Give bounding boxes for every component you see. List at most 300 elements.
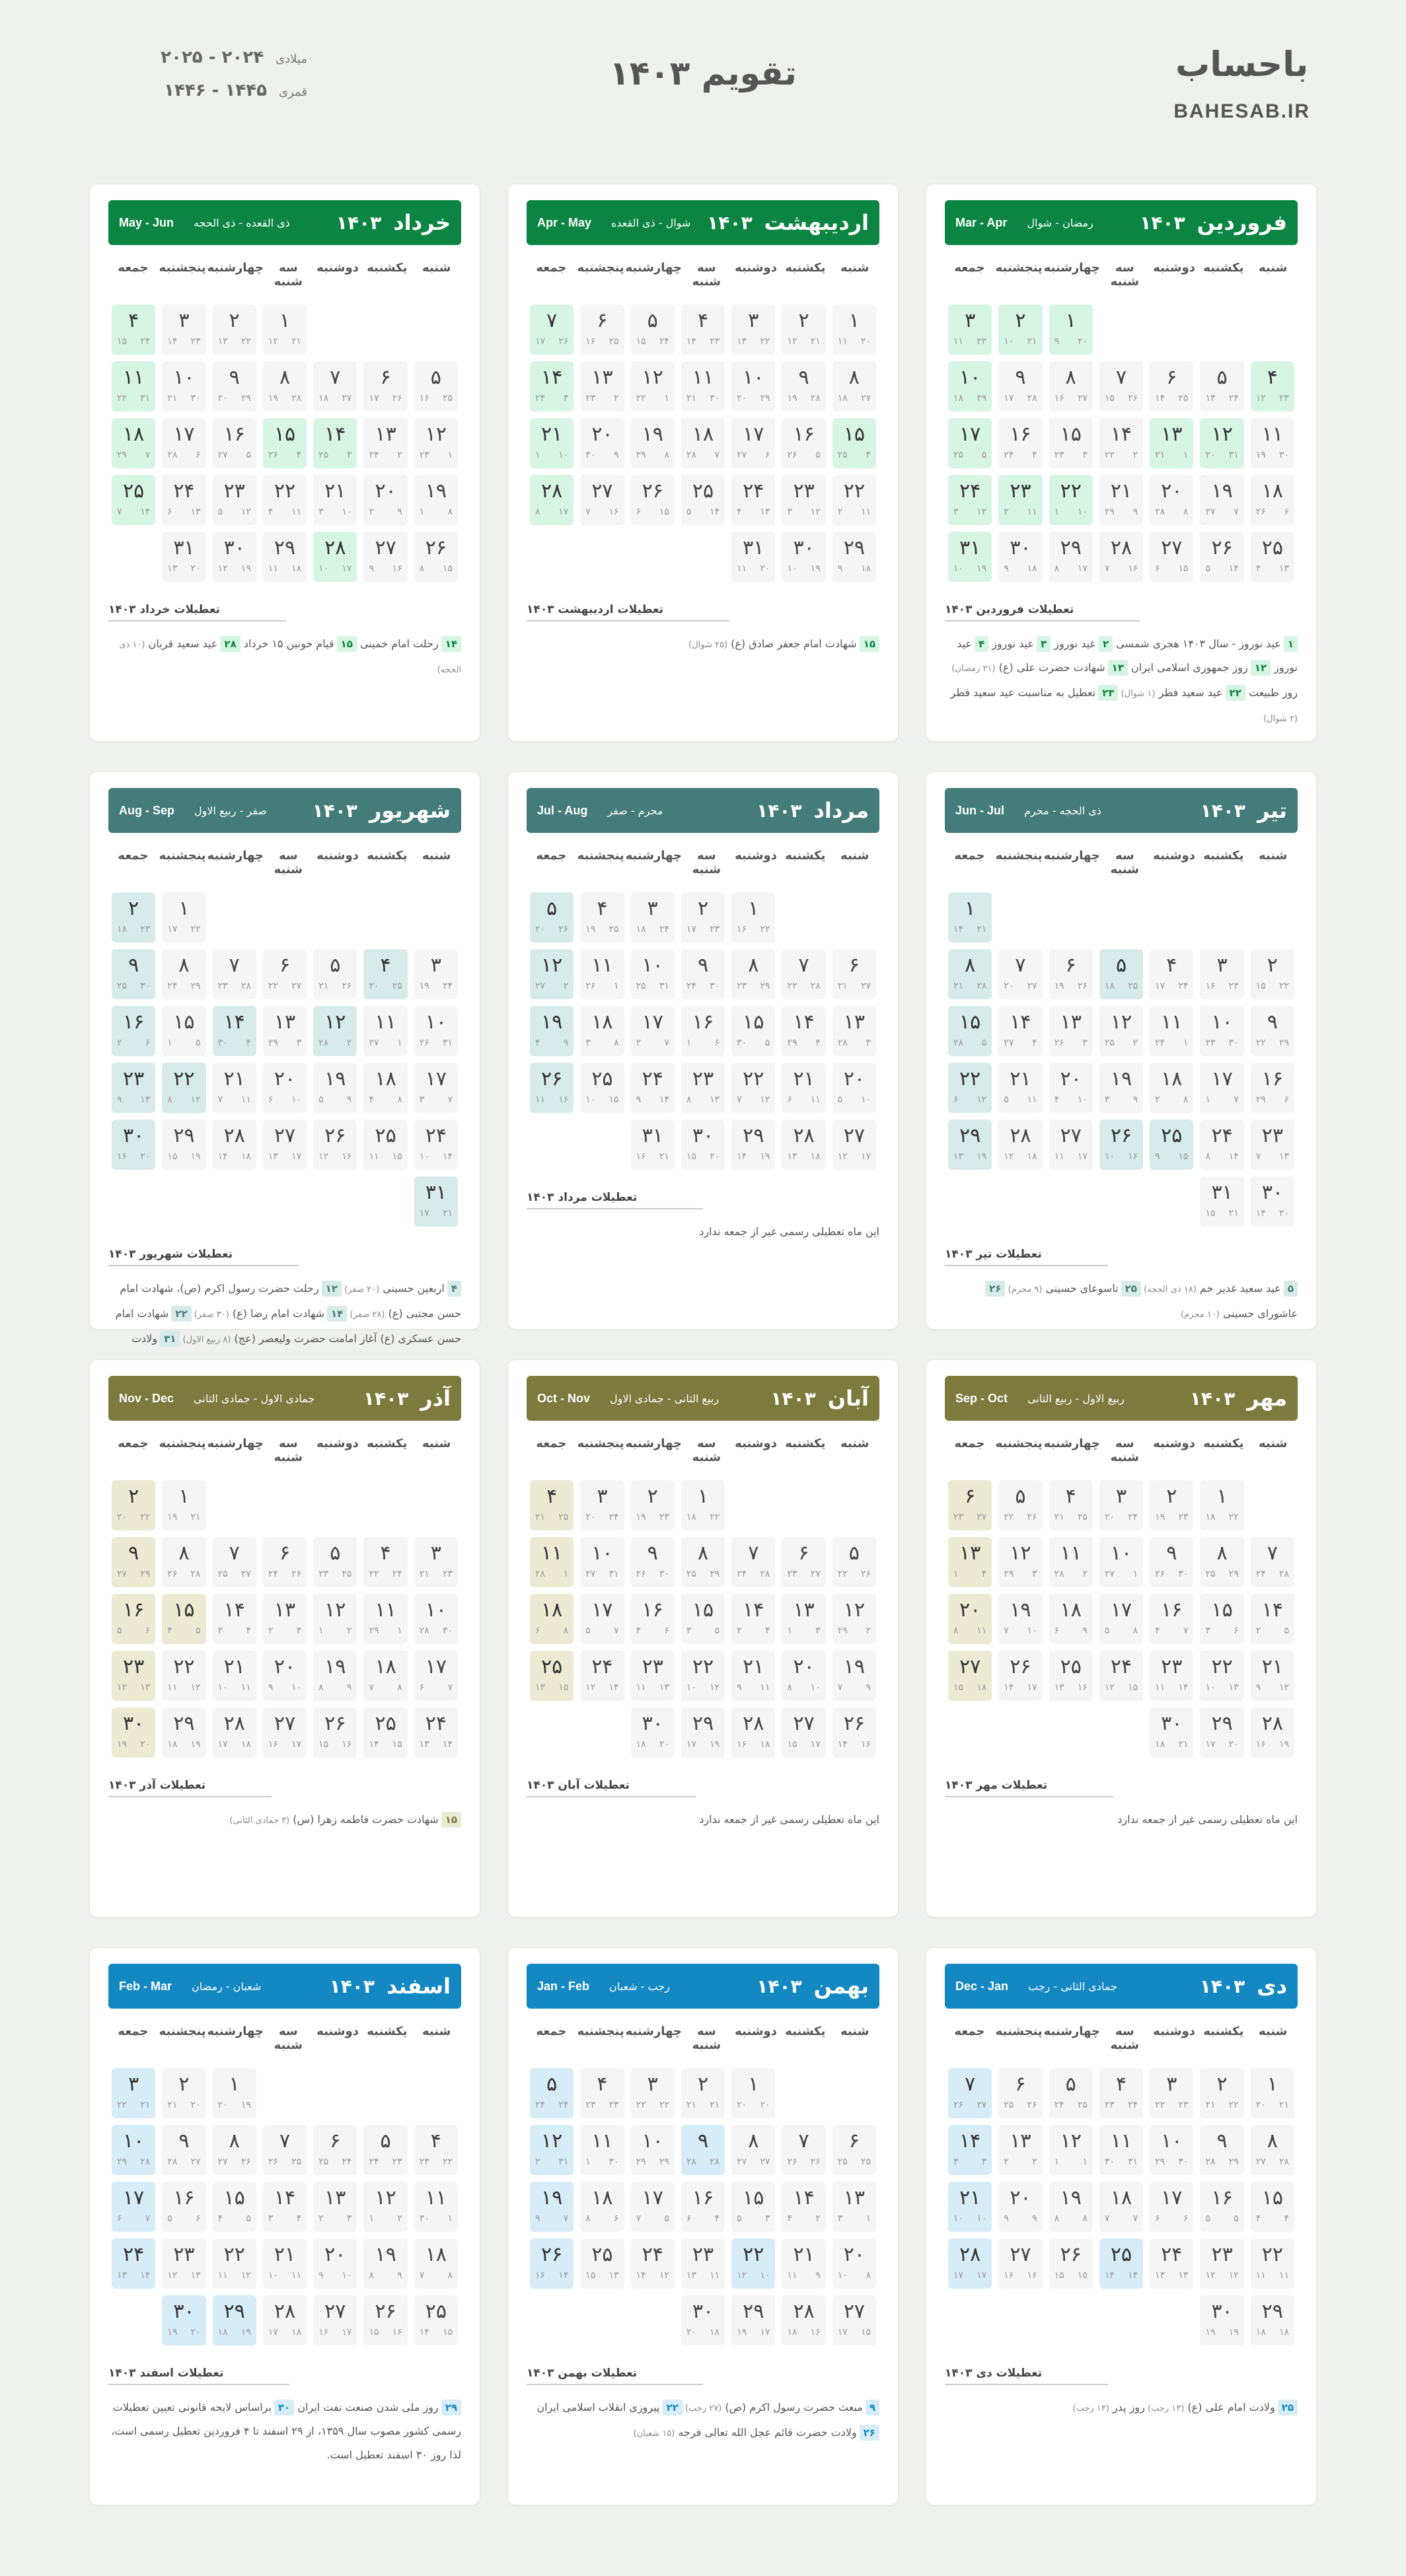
day-cell[interactable] — [414, 418, 458, 468]
day-cell[interactable] — [1099, 1537, 1143, 1587]
holiday-day-cell[interactable] — [213, 2295, 256, 2345]
day-cell[interactable] — [1099, 532, 1143, 582]
day-cell[interactable] — [731, 1120, 775, 1170]
day-cell[interactable] — [162, 1480, 205, 1530]
day-cell[interactable] — [731, 1594, 775, 1644]
day-cell[interactable] — [631, 2125, 675, 2175]
day-cell[interactable] — [1200, 2238, 1243, 2289]
day-cell[interactable] — [631, 949, 675, 999]
day-cell[interactable] — [731, 304, 775, 355]
day-cell[interactable] — [363, 2125, 407, 2175]
day-cell[interactable] — [1150, 1537, 1193, 1587]
day-cell[interactable] — [1049, 1006, 1093, 1056]
day-cell[interactable] — [998, 1594, 1042, 1644]
day-cell[interactable] — [681, 2238, 725, 2289]
day-cell[interactable] — [832, 1120, 876, 1170]
day-cell[interactable] — [363, 1063, 407, 1113]
day-cell[interactable] — [1200, 1120, 1243, 1170]
day-cell[interactable] — [1251, 532, 1294, 582]
day-cell[interactable] — [1200, 1537, 1243, 1587]
day-cell[interactable] — [832, 2295, 876, 2345]
day-cell[interactable] — [1200, 949, 1243, 999]
day-cell[interactable] — [313, 2182, 357, 2232]
day-cell[interactable] — [213, 475, 256, 525]
day-cell[interactable] — [1200, 1176, 1243, 1227]
day-cell[interactable] — [580, 949, 624, 999]
day-cell[interactable] — [782, 2238, 825, 2289]
day-cell[interactable] — [731, 1707, 775, 1758]
day-cell[interactable] — [162, 361, 205, 411]
day-cell[interactable] — [580, 1594, 624, 1644]
holiday-day-cell[interactable] — [1099, 2238, 1143, 2289]
day-cell[interactable] — [313, 1707, 357, 1758]
day-cell[interactable] — [731, 418, 775, 468]
day-cell[interactable] — [1200, 532, 1243, 582]
day-cell[interactable] — [1049, 361, 1093, 411]
day-cell[interactable] — [998, 1651, 1042, 1701]
holiday-day-cell[interactable] — [998, 304, 1042, 355]
holiday-day-cell[interactable] — [530, 1594, 574, 1644]
holiday-day-cell[interactable] — [530, 1537, 574, 1587]
day-cell[interactable] — [1200, 2068, 1243, 2118]
day-cell[interactable] — [213, 532, 256, 582]
day-cell[interactable] — [313, 1120, 357, 1170]
day-cell[interactable] — [162, 1537, 205, 1587]
day-cell[interactable] — [313, 2238, 357, 2289]
day-cell[interactable] — [782, 1120, 825, 1170]
day-cell[interactable] — [998, 1063, 1042, 1113]
day-cell[interactable] — [162, 532, 205, 582]
day-cell[interactable] — [263, 475, 307, 525]
day-cell[interactable] — [213, 2182, 256, 2232]
day-cell[interactable] — [580, 2182, 624, 2232]
day-cell[interactable] — [1251, 1594, 1294, 1644]
day-cell[interactable] — [832, 1707, 876, 1758]
day-cell[interactable] — [1099, 1006, 1143, 1056]
day-cell[interactable] — [1150, 1063, 1193, 1113]
day-cell[interactable] — [1099, 2182, 1143, 2232]
day-cell[interactable] — [782, 475, 825, 525]
holiday-day-cell[interactable] — [112, 1594, 155, 1644]
day-cell[interactable] — [1200, 1707, 1243, 1758]
day-cell[interactable] — [631, 1707, 675, 1758]
holiday-day-cell[interactable] — [1150, 418, 1193, 468]
day-cell[interactable] — [731, 2068, 775, 2118]
holiday-day-cell[interactable] — [1099, 949, 1143, 999]
day-cell[interactable] — [1049, 1480, 1093, 1530]
day-cell[interactable] — [1200, 1063, 1243, 1113]
day-cell[interactable] — [363, 1537, 407, 1587]
day-cell[interactable] — [363, 418, 407, 468]
day-cell[interactable] — [1251, 949, 1294, 999]
day-cell[interactable] — [162, 2182, 205, 2232]
day-cell[interactable] — [832, 1537, 876, 1587]
holiday-day-cell[interactable] — [313, 532, 357, 582]
day-cell[interactable] — [1251, 1176, 1294, 1227]
day-cell[interactable] — [580, 1651, 624, 1701]
day-cell[interactable] — [832, 2238, 876, 2289]
day-cell[interactable] — [580, 304, 624, 355]
day-cell[interactable] — [998, 1480, 1042, 1530]
day-cell[interactable] — [782, 304, 825, 355]
day-cell[interactable] — [731, 2125, 775, 2175]
holiday-day-cell[interactable] — [530, 1063, 574, 1113]
holiday-day-cell[interactable] — [530, 475, 574, 525]
day-cell[interactable] — [313, 475, 357, 525]
day-cell[interactable] — [213, 1063, 256, 1113]
brand-site[interactable]: BAHESAB.IR — [1173, 100, 1310, 122]
day-cell[interactable] — [998, 1537, 1042, 1587]
day-cell[interactable] — [313, 949, 357, 999]
day-cell[interactable] — [213, 1537, 256, 1587]
day-cell[interactable] — [631, 418, 675, 468]
day-cell[interactable] — [1049, 2182, 1093, 2232]
day-cell[interactable] — [1150, 1594, 1193, 1644]
day-cell[interactable] — [631, 1537, 675, 1587]
day-cell[interactable] — [832, 949, 876, 999]
holiday-day-cell[interactable] — [948, 2068, 992, 2118]
day-cell[interactable] — [414, 1594, 458, 1644]
holiday-day-cell[interactable] — [948, 1594, 992, 1644]
holiday-day-cell[interactable] — [112, 2125, 155, 2175]
day-cell[interactable] — [1150, 475, 1193, 525]
day-cell[interactable] — [1200, 1480, 1243, 1530]
day-cell[interactable] — [213, 2238, 256, 2289]
day-cell[interactable] — [263, 2182, 307, 2232]
day-cell[interactable] — [263, 532, 307, 582]
holiday-day-cell[interactable] — [948, 1651, 992, 1701]
day-cell[interactable] — [782, 1651, 825, 1701]
holiday-day-cell[interactable] — [112, 1651, 155, 1701]
day-cell[interactable] — [313, 1537, 357, 1587]
day-cell[interactable] — [363, 2238, 407, 2289]
day-cell[interactable] — [631, 1480, 675, 1530]
day-cell[interactable] — [1251, 1651, 1294, 1701]
day-cell[interactable] — [1150, 1707, 1193, 1758]
day-cell[interactable] — [1150, 361, 1193, 411]
day-cell[interactable] — [1049, 949, 1093, 999]
day-cell[interactable] — [213, 304, 256, 355]
day-cell[interactable] — [681, 1063, 725, 1113]
day-cell[interactable] — [782, 418, 825, 468]
holiday-day-cell[interactable] — [530, 2068, 574, 2118]
day-cell[interactable] — [162, 1120, 205, 1170]
day-cell[interactable] — [631, 1594, 675, 1644]
day-cell[interactable] — [1251, 2068, 1294, 2118]
day-cell[interactable] — [162, 418, 205, 468]
day-cell[interactable] — [263, 1707, 307, 1758]
day-cell[interactable] — [681, 475, 725, 525]
day-cell[interactable] — [731, 2182, 775, 2232]
day-cell[interactable] — [631, 304, 675, 355]
day-cell[interactable] — [414, 1707, 458, 1758]
day-cell[interactable] — [414, 1120, 458, 1170]
holiday-day-cell[interactable] — [112, 2182, 155, 2232]
day-cell[interactable] — [1251, 1120, 1294, 1170]
day-cell[interactable] — [263, 1120, 307, 1170]
day-cell[interactable] — [681, 949, 725, 999]
day-cell[interactable] — [162, 1707, 205, 1758]
day-cell[interactable] — [580, 361, 624, 411]
day-cell[interactable] — [213, 1594, 256, 1644]
holiday-day-cell[interactable] — [530, 1006, 574, 1056]
day-cell[interactable] — [363, 1707, 407, 1758]
holiday-day-cell[interactable] — [313, 1006, 357, 1056]
holiday-day-cell[interactable] — [213, 1006, 256, 1056]
holiday-day-cell[interactable] — [112, 1480, 155, 1530]
holiday-day-cell[interactable] — [112, 1063, 155, 1113]
holiday-day-cell[interactable] — [948, 1006, 992, 1056]
holiday-day-cell[interactable] — [1099, 1120, 1143, 1170]
day-cell[interactable] — [313, 1594, 357, 1644]
day-cell[interactable] — [782, 2182, 825, 2232]
day-cell[interactable] — [1200, 361, 1243, 411]
day-cell[interactable] — [998, 1120, 1042, 1170]
holiday-day-cell[interactable] — [1049, 304, 1093, 355]
holiday-day-cell[interactable] — [530, 2238, 574, 2289]
holiday-day-cell[interactable] — [948, 532, 992, 582]
day-cell[interactable] — [1099, 1594, 1143, 1644]
day-cell[interactable] — [414, 2295, 458, 2345]
holiday-day-cell[interactable] — [162, 2295, 205, 2345]
holiday-day-cell[interactable] — [530, 1480, 574, 1530]
holiday-day-cell[interactable] — [948, 1537, 992, 1587]
day-cell[interactable] — [998, 1006, 1042, 1056]
day-cell[interactable] — [998, 2125, 1042, 2175]
day-cell[interactable] — [782, 532, 825, 582]
day-cell[interactable] — [832, 304, 876, 355]
holiday-day-cell[interactable] — [948, 2238, 992, 2289]
day-cell[interactable] — [580, 1063, 624, 1113]
day-cell[interactable] — [681, 304, 725, 355]
day-cell[interactable] — [832, 475, 876, 525]
day-cell[interactable] — [363, 475, 407, 525]
day-cell[interactable] — [1049, 1120, 1093, 1170]
holiday-day-cell[interactable] — [948, 2125, 992, 2175]
day-cell[interactable] — [1049, 1594, 1093, 1644]
day-cell[interactable] — [1049, 1651, 1093, 1701]
day-cell[interactable] — [414, 532, 458, 582]
day-cell[interactable] — [414, 1537, 458, 1587]
day-cell[interactable] — [832, 1594, 876, 1644]
holiday-day-cell[interactable] — [948, 949, 992, 999]
holiday-day-cell[interactable] — [112, 1120, 155, 1170]
holiday-day-cell[interactable] — [112, 2068, 155, 2118]
day-cell[interactable] — [782, 1594, 825, 1644]
day-cell[interactable] — [363, 361, 407, 411]
day-cell[interactable] — [263, 1063, 307, 1113]
day-cell[interactable] — [363, 1120, 407, 1170]
day-cell[interactable] — [731, 1063, 775, 1113]
day-cell[interactable] — [1150, 2238, 1193, 2289]
day-cell[interactable] — [1099, 2068, 1143, 2118]
day-cell[interactable] — [631, 2238, 675, 2289]
day-cell[interactable] — [782, 2295, 825, 2345]
day-cell[interactable] — [681, 2295, 725, 2345]
day-cell[interactable] — [1200, 1594, 1243, 1644]
day-cell[interactable] — [1150, 1006, 1193, 1056]
holiday-day-cell[interactable] — [112, 1537, 155, 1587]
day-cell[interactable] — [1251, 475, 1294, 525]
day-cell[interactable] — [580, 1480, 624, 1530]
holiday-day-cell[interactable] — [948, 1480, 992, 1530]
day-cell[interactable] — [731, 1537, 775, 1587]
day-cell[interactable] — [414, 361, 458, 411]
day-cell[interactable] — [162, 2125, 205, 2175]
day-cell[interactable] — [681, 1537, 725, 1587]
day-cell[interactable] — [162, 892, 205, 943]
day-cell[interactable] — [681, 2182, 725, 2232]
day-cell[interactable] — [998, 418, 1042, 468]
day-cell[interactable] — [1150, 1651, 1193, 1701]
day-cell[interactable] — [580, 892, 624, 943]
day-cell[interactable] — [1251, 1063, 1294, 1113]
day-cell[interactable] — [731, 1006, 775, 1056]
day-cell[interactable] — [162, 2238, 205, 2289]
day-cell[interactable] — [731, 892, 775, 943]
day-cell[interactable] — [162, 1006, 205, 1056]
day-cell[interactable] — [1200, 475, 1243, 525]
day-cell[interactable] — [263, 304, 307, 355]
day-cell[interactable] — [631, 2068, 675, 2118]
day-cell[interactable] — [1099, 1480, 1143, 1530]
day-cell[interactable] — [631, 1651, 675, 1701]
holiday-day-cell[interactable] — [948, 2182, 992, 2232]
day-cell[interactable] — [213, 361, 256, 411]
day-cell[interactable] — [1150, 2182, 1193, 2232]
holiday-day-cell[interactable] — [681, 2125, 725, 2175]
day-cell[interactable] — [832, 2182, 876, 2232]
day-cell[interactable] — [782, 1707, 825, 1758]
day-cell[interactable] — [782, 2125, 825, 2175]
day-cell[interactable] — [414, 2238, 458, 2289]
day-cell[interactable] — [1099, 361, 1143, 411]
holiday-day-cell[interactable] — [1251, 361, 1294, 411]
day-cell[interactable] — [263, 1006, 307, 1056]
day-cell[interactable] — [1049, 532, 1093, 582]
holiday-day-cell[interactable] — [112, 1707, 155, 1758]
day-cell[interactable] — [162, 304, 205, 355]
day-cell[interactable] — [832, 1006, 876, 1056]
day-cell[interactable] — [213, 949, 256, 999]
day-cell[interactable] — [162, 2068, 205, 2118]
day-cell[interactable] — [1049, 1537, 1093, 1587]
day-cell[interactable] — [414, 1651, 458, 1701]
day-cell[interactable] — [998, 2238, 1042, 2289]
day-cell[interactable] — [1251, 1006, 1294, 1056]
day-cell[interactable] — [681, 892, 725, 943]
day-cell[interactable] — [998, 532, 1042, 582]
day-cell[interactable] — [313, 361, 357, 411]
day-cell[interactable] — [998, 949, 1042, 999]
day-cell[interactable] — [1049, 2068, 1093, 2118]
day-cell[interactable] — [263, 361, 307, 411]
holiday-day-cell[interactable] — [112, 475, 155, 525]
day-cell[interactable] — [731, 949, 775, 999]
day-cell[interactable] — [731, 475, 775, 525]
holiday-day-cell[interactable] — [948, 304, 992, 355]
day-cell[interactable] — [1200, 2295, 1243, 2345]
day-cell[interactable] — [363, 532, 407, 582]
day-cell[interactable] — [363, 2295, 407, 2345]
day-cell[interactable] — [631, 361, 675, 411]
holiday-day-cell[interactable] — [1150, 1120, 1193, 1170]
day-cell[interactable] — [681, 1707, 725, 1758]
day-cell[interactable] — [263, 949, 307, 999]
holiday-day-cell[interactable] — [1049, 475, 1093, 525]
holiday-day-cell[interactable] — [948, 1063, 992, 1113]
day-cell[interactable] — [363, 1651, 407, 1701]
day-cell[interactable] — [631, 1006, 675, 1056]
holiday-day-cell[interactable] — [112, 892, 155, 943]
day-cell[interactable] — [1200, 1651, 1243, 1701]
day-cell[interactable] — [1099, 418, 1143, 468]
holiday-day-cell[interactable] — [112, 2238, 155, 2289]
day-cell[interactable] — [1251, 2125, 1294, 2175]
day-cell[interactable] — [213, 1651, 256, 1701]
day-cell[interactable] — [1099, 2125, 1143, 2175]
holiday-day-cell[interactable] — [530, 418, 574, 468]
day-cell[interactable] — [213, 2125, 256, 2175]
day-cell[interactable] — [1150, 949, 1193, 999]
day-cell[interactable] — [681, 1120, 725, 1170]
day-cell[interactable] — [414, 475, 458, 525]
day-cell[interactable] — [998, 361, 1042, 411]
day-cell[interactable] — [1099, 1063, 1143, 1113]
day-cell[interactable] — [681, 361, 725, 411]
day-cell[interactable] — [213, 418, 256, 468]
day-cell[interactable] — [832, 1651, 876, 1701]
day-cell[interactable] — [213, 1120, 256, 1170]
day-cell[interactable] — [1251, 1707, 1294, 1758]
day-cell[interactable] — [832, 532, 876, 582]
day-cell[interactable] — [313, 1063, 357, 1113]
holiday-day-cell[interactable] — [313, 418, 357, 468]
day-cell[interactable] — [580, 1006, 624, 1056]
day-cell[interactable] — [631, 475, 675, 525]
day-cell[interactable] — [580, 475, 624, 525]
holiday-day-cell[interactable] — [530, 1651, 574, 1701]
day-cell[interactable] — [1251, 2182, 1294, 2232]
day-cell[interactable] — [1251, 1537, 1294, 1587]
day-cell[interactable] — [263, 2238, 307, 2289]
holiday-day-cell[interactable] — [948, 361, 992, 411]
day-cell[interactable] — [631, 2182, 675, 2232]
day-cell[interactable] — [782, 1006, 825, 1056]
day-cell[interactable] — [631, 1120, 675, 1170]
day-cell[interactable] — [162, 949, 205, 999]
day-cell[interactable] — [681, 418, 725, 468]
day-cell[interactable] — [414, 1063, 458, 1113]
day-cell[interactable] — [681, 2068, 725, 2118]
holiday-day-cell[interactable] — [112, 304, 155, 355]
day-cell[interactable] — [1251, 2295, 1294, 2345]
day-cell[interactable] — [1251, 2238, 1294, 2289]
day-cell[interactable] — [998, 2068, 1042, 2118]
day-cell[interactable] — [263, 1594, 307, 1644]
day-cell[interactable] — [414, 2125, 458, 2175]
day-cell[interactable] — [580, 1537, 624, 1587]
day-cell[interactable] — [1049, 2125, 1093, 2175]
holiday-day-cell[interactable] — [948, 1120, 992, 1170]
holiday-day-cell[interactable] — [530, 361, 574, 411]
holiday-day-cell[interactable] — [363, 949, 407, 999]
holiday-day-cell[interactable] — [948, 892, 992, 943]
day-cell[interactable] — [414, 949, 458, 999]
day-cell[interactable] — [1049, 1063, 1093, 1113]
day-cell[interactable] — [782, 361, 825, 411]
day-cell[interactable] — [1150, 532, 1193, 582]
